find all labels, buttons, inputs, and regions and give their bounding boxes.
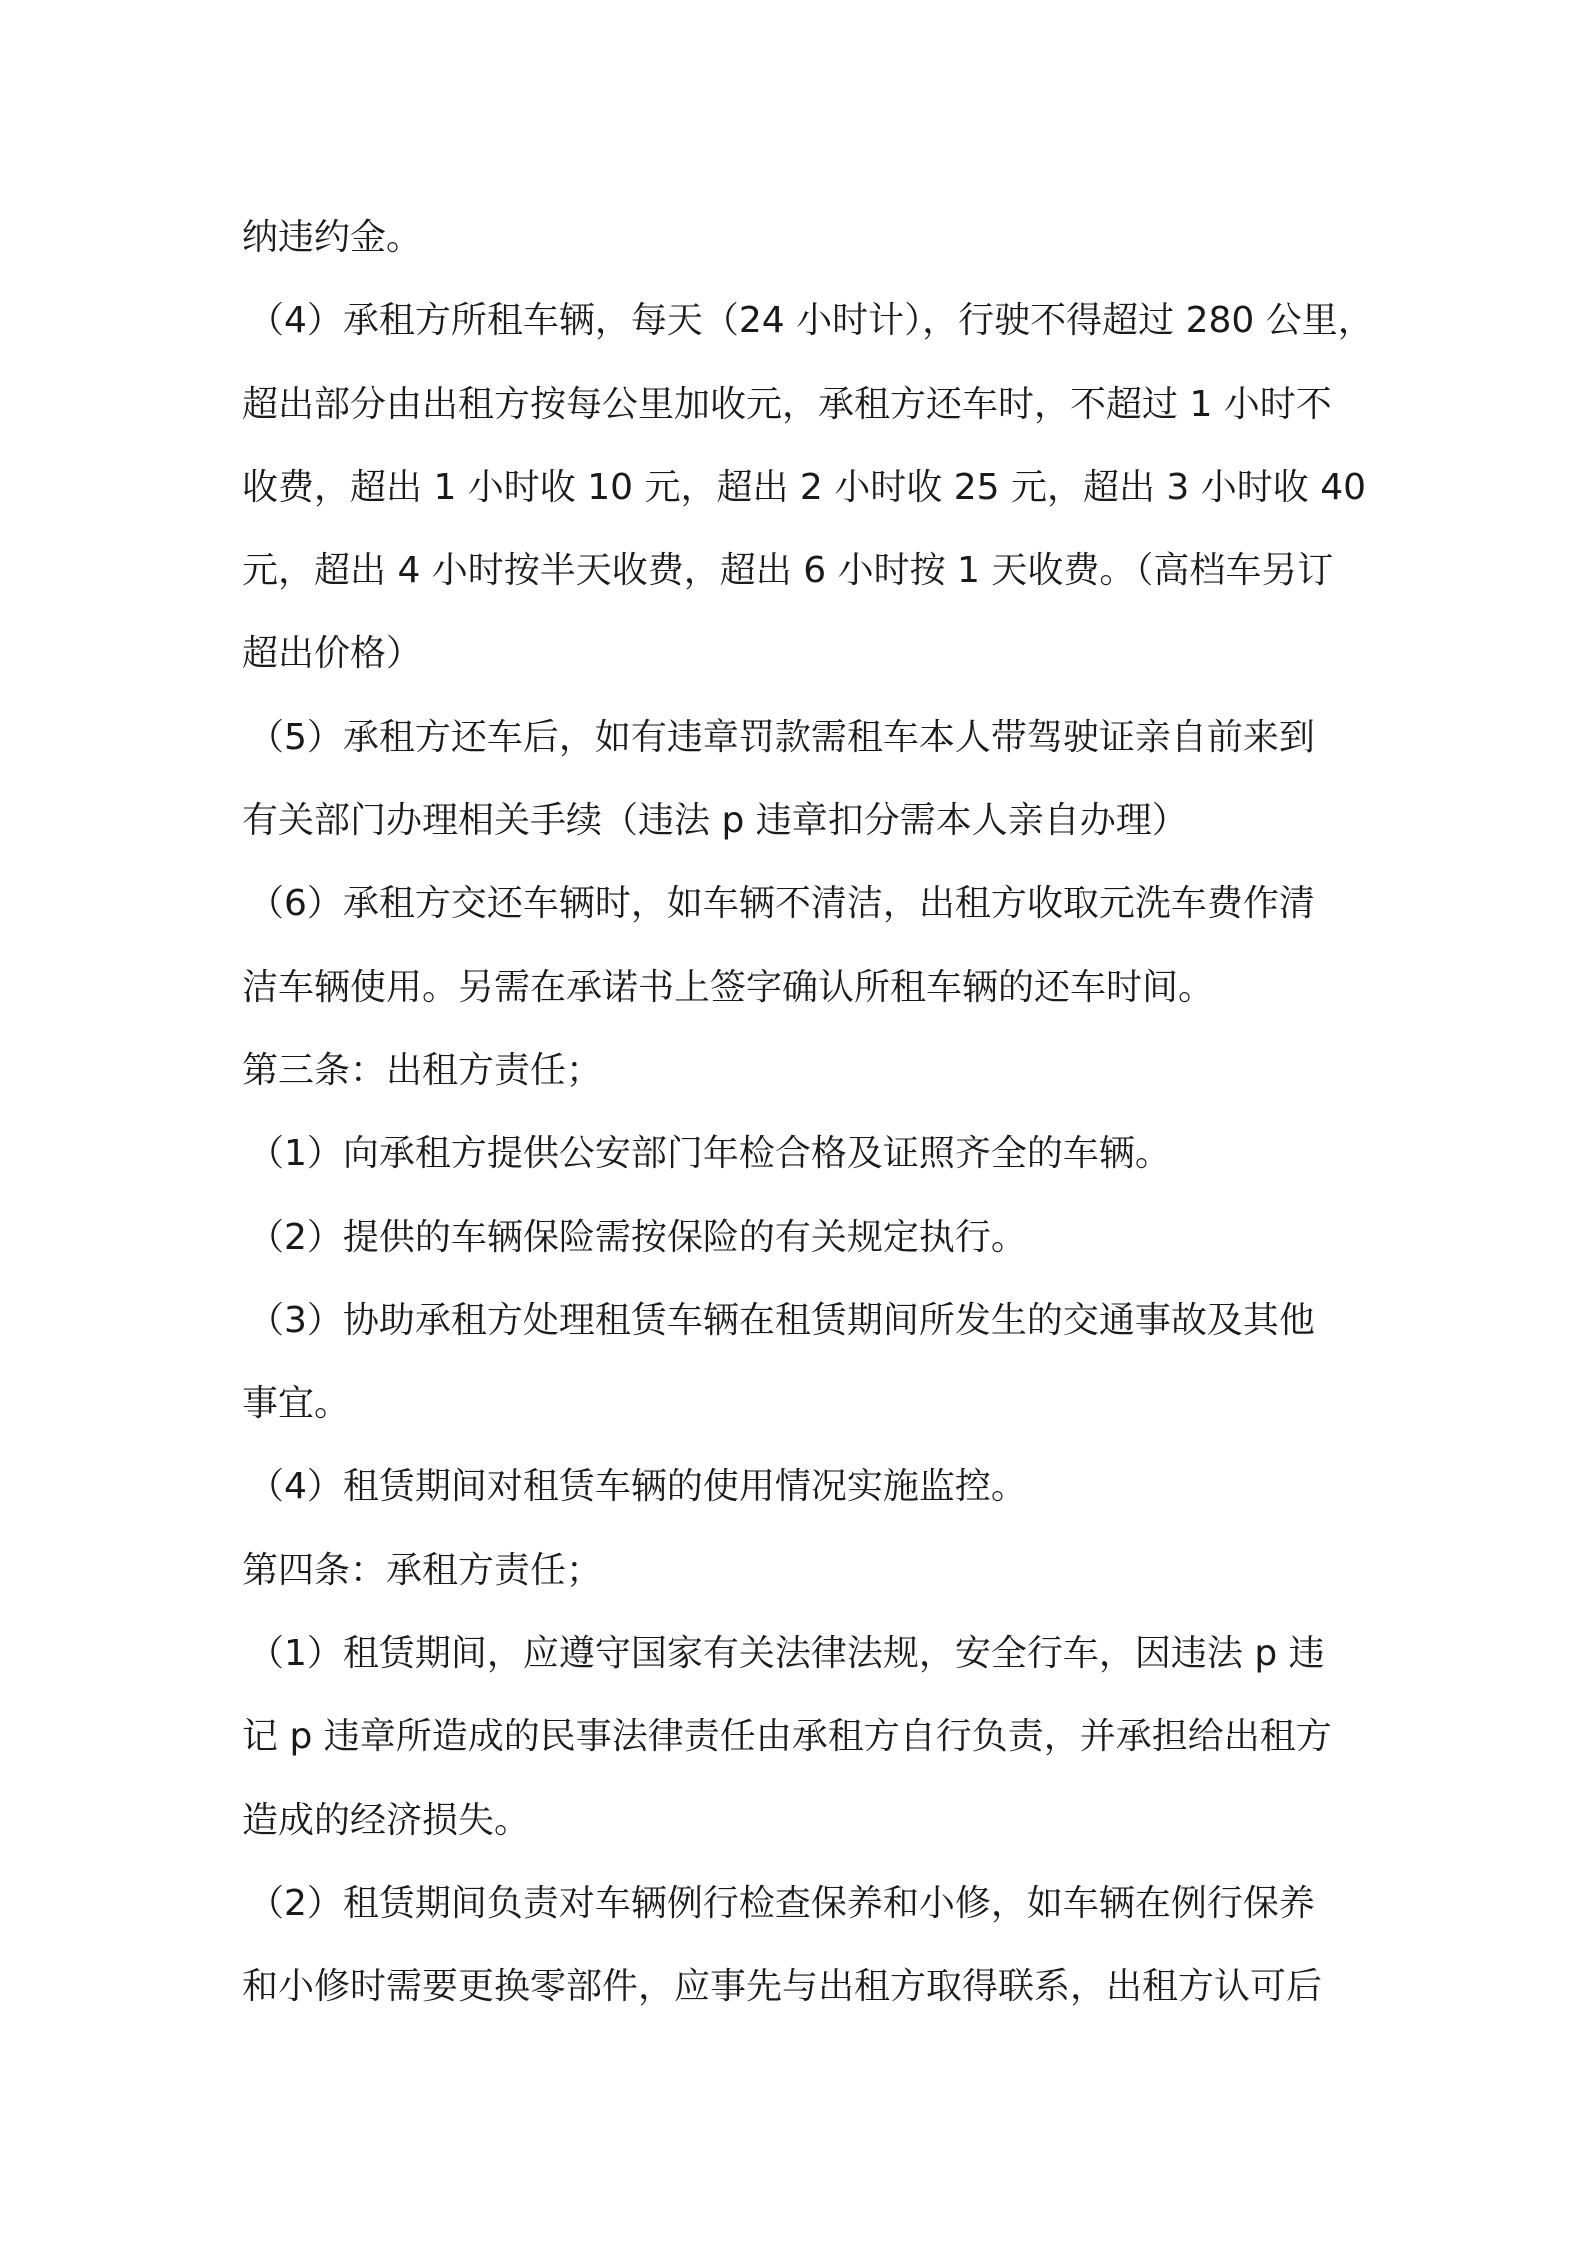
text-line: （4）承租方所租车辆，每天（24 小时计），行驶不得超过 280 公里， xyxy=(248,300,1374,342)
text-line: 收费，超出 1 小时收 10 元，超出 2 小时收 25 元，超出 3 小时收 40 xyxy=(242,466,1367,508)
text-line: 记 p 违章所造成的民事法律责任由承租方自行负责，并承担给出租方 xyxy=(242,1716,1332,1758)
text-line: 超出部分由出租方按每公里加收元，承租方还车时，不超过 1 小时不 xyxy=(242,383,1332,425)
text-line: 纳违约金。 xyxy=(242,217,423,258)
text-line: 造成的经济损失。 xyxy=(242,1799,531,1841)
text-line: （4）租赁期间对租赁车辆的使用情况实施监控。 xyxy=(248,1466,1027,1508)
text-line: 有关部门办理相关手续（违法 p 违章扣分需本人亲自办理） xyxy=(242,800,1188,842)
section-heading: 第四条：承租方责任； xyxy=(242,1549,603,1591)
text-line: 和小修时需要更换零部件，应事先与出租方取得联系，出租方认可后 xyxy=(242,1966,1323,2008)
text-line: 事宜。 xyxy=(242,1383,351,1425)
text-line: （1）租赁期间，应遵守国家有关法律法规，安全行车，因违法 p 违 xyxy=(248,1633,1325,1675)
text-line: 洁车辆使用。另需在承诺书上签字确认所租车辆的还车时间。 xyxy=(242,966,1215,1008)
text-line: （3）协助承租方处理租赁车辆在租赁期间所发生的交通事故及其他 xyxy=(248,1299,1315,1341)
text-line: （5）承租方还车后，如有违章罚款需租车本人带驾驶证亲自前来到 xyxy=(248,716,1315,758)
text-line: （2）租赁期间负责对车辆例行检查保养和小修，如车辆在例行保养 xyxy=(248,1882,1315,1924)
text-line: （6）承租方交还车辆时，如车辆不清洁，出租方收取元洗车费作清 xyxy=(248,883,1315,925)
text-line: 超出价格） xyxy=(242,633,423,675)
text-line: （1）向承租方提供公安部门年检合格及证照齐全的车辆。 xyxy=(248,1133,1171,1175)
text-line: （2）提供的车辆保险需按保险的有关规定执行。 xyxy=(248,1216,1027,1258)
document-body xyxy=(242,196,1374,2029)
section-heading: 第三条：出租方责任； xyxy=(242,1049,603,1091)
text-line: 元，超出 4 小时按半天收费，超出 6 小时按 1 天收费。（高档车另订 xyxy=(242,550,1334,592)
